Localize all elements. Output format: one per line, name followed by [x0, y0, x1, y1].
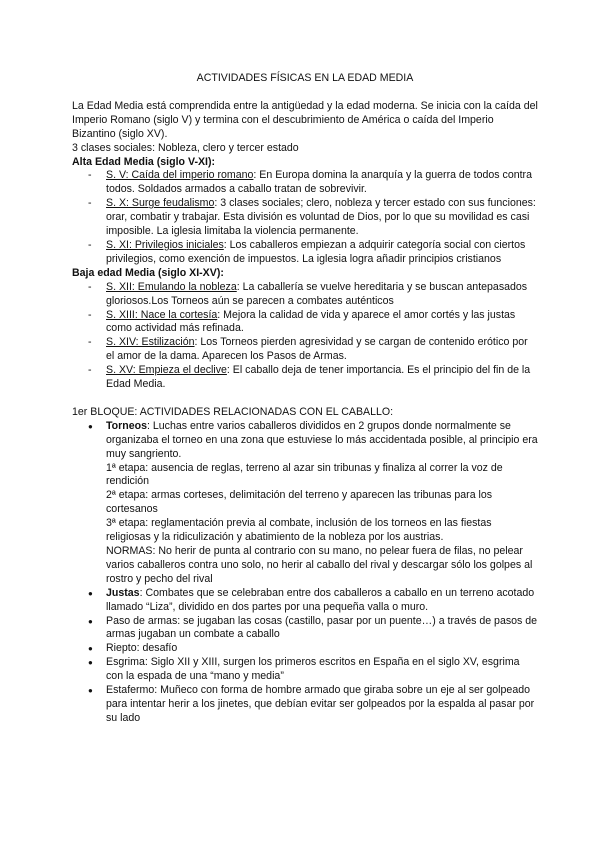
etapa-1: 1ª etapa: ausencia de reglas, terreno al azar sin tribunas y finaliza al correr la voz de rendición [106, 461, 503, 488]
justas-text: : Combates que se celebraban entre dos caballeros a caballo en un terreno acotado llamado “Liza”, dividido en dos partes por una pequeña valla o muro. [106, 586, 535, 613]
list-item [106, 169, 538, 197]
etapa-2: 2ª etapa: armas corteses, delimitación del terreno y aparecen las tribunas para los cortesanos [106, 489, 493, 516]
normas: NORMAS: No herir de punta al contrario con su mano, no pelear fuera de filas, no pelear varios caballeros contra uno solo, no herir al caballo del rival y descargar sólo los golpes al rostro y pecho del rival [106, 545, 533, 585]
intro-paragraph: La Edad Media está comprendida entre la antigüedad y la edad moderna. Se inicia con la caída del Imperio Romano (siglo V) y termina con el descubrimiento de América o caída del Imperio Bizantino (siglo XV). [72, 99, 538, 140]
list-item [106, 197, 538, 239]
bloque-heading: 1er BLOQUE: ACTIVIDADES RELACIONADAS CON EL CABALLO: [72, 405, 394, 418]
spacer [72, 392, 538, 406]
bloque-list [72, 420, 538, 726]
page-title: ACTIVIDADES FÍSICAS EN LA EDAD MEDIA [196, 72, 414, 84]
baja-edad-heading: Baja edad Media (siglo XI-XV): [72, 266, 224, 279]
list-item-text: : En Europa domina la anarquía y la guerra de todos contra todos. Soldados armados a caballo tratan de sobrevivir. [106, 169, 532, 196]
alta-edad-heading: Alta Edad Media (siglo V-XI): [72, 155, 216, 168]
list-item-paso-de-armas: ● Paso de armas: se jugaban las cosas (castillo, pasar por un puente…) a través de pasos de armas jugaban un combate a caballo [106, 615, 538, 643]
list-item-label: S. XV: Empieza el declive [106, 364, 227, 377]
list-item-label: S. XI: Privilegios iniciales [106, 238, 224, 251]
list-item [106, 239, 538, 267]
baja-edad-heading-text: Baja edad Media (siglo XI-XV) [72, 266, 221, 279]
list-item [106, 364, 538, 392]
list-item-torneos [106, 420, 538, 587]
baja-edad-list [72, 281, 538, 392]
alta-edad-heading-text: Alta Edad Media (siglo V-XI) [72, 155, 212, 168]
list-item-label: S. XIII: Nace la cortesía [106, 308, 218, 321]
list-item [106, 281, 538, 309]
list-item-esgrima: ● Esgrima: Siglo XII y XIII, surgen los primeros escritos en España en el siglo XV, esgrima con la espada de una “mano y media” [106, 656, 538, 684]
list-item [106, 309, 538, 337]
list-item-label: S. XIV: Estilización [106, 336, 195, 349]
list-item-estafermo: ● Estafermo: Muñeco con forma de hombre armado que giraba sobre un eje al ser golpeado para intentar herir a los jinetes, que debían evitar ser golpeados por la espalda al pasar por su lado [106, 684, 538, 726]
alta-edad-list [72, 169, 538, 266]
torneos-label: Torneos [106, 419, 148, 432]
list-item-text: : Los Torneos pierden agresividad y se cargan de contenido erótico por el amor de la dama. Aparecen los Pasos de Armas. [106, 336, 528, 363]
list-item-label: S. X: Surge feudalismo [106, 197, 215, 210]
list-item-label: S. XII: Emulando la nobleza [106, 280, 237, 293]
etapa-3: 3ª etapa: reglamentación previa al combate, inclusión de los torneos en las fiestas religiosas y la ridiculización y abatimiento de la nobleza por los austrias. [106, 517, 492, 544]
list-item-text: : Mejora la calidad de vida y aparece el amor cortés y las justas como actividad más refinada. [106, 308, 516, 335]
list-item-justas [106, 587, 538, 615]
list-item-text: : 3 clases sociales; clero, nobleza y tercer estado con sus funciones: orar, combatir y trabajar. Esta división es voluntad de Dios, por lo que su movilidad es casi imposible. La iglesia limitaba la violencia permanente. [106, 197, 536, 238]
justas-label: Justas [106, 586, 140, 599]
list-item-text: : Los caballeros empiezan a adquirir categoría social con ciertos privilegios, como exención de impuestos. La iglesia logra añadir principios cristianos [106, 238, 526, 265]
social-classes-line: 3 clases sociales: Nobleza, clero y tercer estado [72, 141, 299, 154]
list-item-text: : La caballería se vuelve hereditaria y se buscan antepasados gloriosos.Los Torneos aún se parecen a combates auténticos [106, 280, 528, 307]
torneos-text: : Luchas entre varios caballeros divididos en 2 grupos donde normalmente se organizaba el torneo en una zona que estuviese lo más accidentada posible, al principio era muy sangriento. [106, 419, 538, 460]
list-item-text: : El caballo deja de tener importancia. Es el principio del fin de la Edad Media. [106, 364, 531, 391]
list-item [106, 336, 538, 364]
list-item-riepto: ● Riepto: desafío [106, 642, 538, 656]
list-item-label: S. V: Caída del imperio romano [106, 169, 254, 182]
